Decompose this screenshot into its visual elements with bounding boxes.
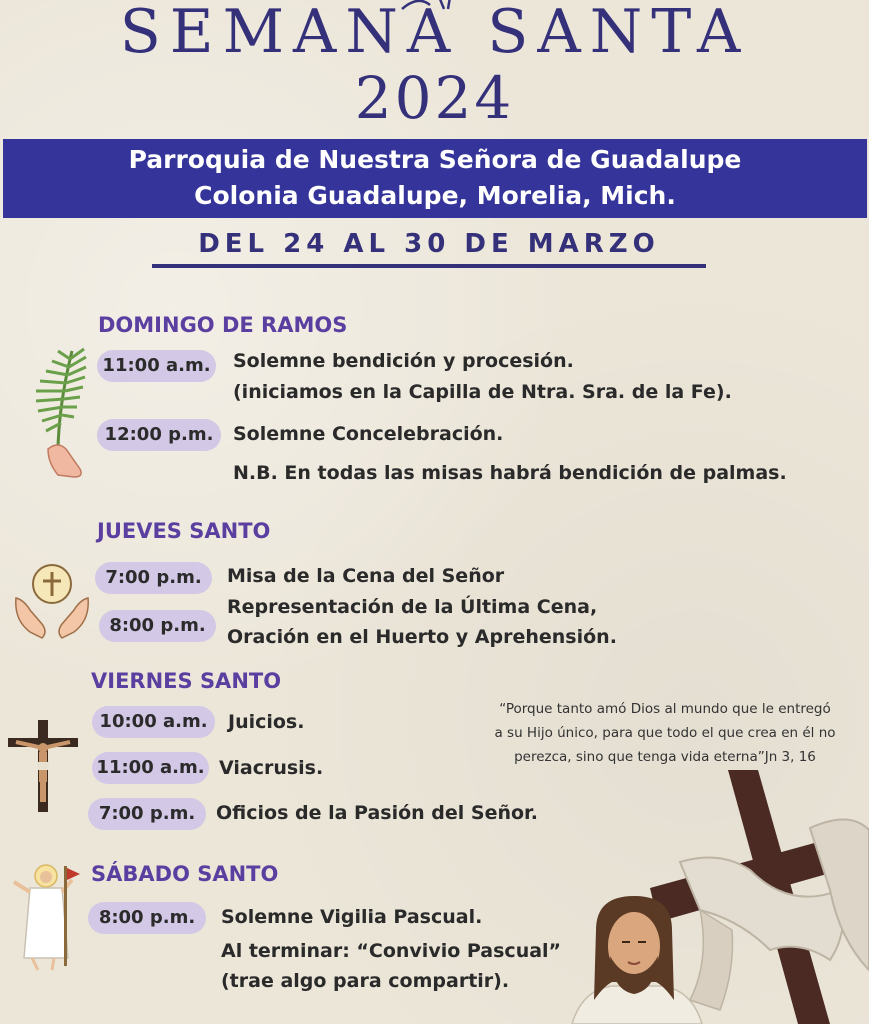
date-range: DEL 24 AL 30 DE MARZO	[152, 226, 706, 268]
sabado-desc-1b: Al terminar: “Convivio Pascual”	[221, 940, 562, 962]
crucifix-icon	[6, 718, 80, 818]
domingo-desc-1b: (iniciamos en la Capilla de Ntra. Sra. de la Fe).	[233, 381, 732, 403]
jueves-desc-2b: Oración en el Huerto y Aprehensión.	[227, 626, 617, 648]
viernes-desc-3: Oficios de la Pasión del Señor.	[216, 802, 538, 824]
viernes-title: VIERNES SANTO	[91, 669, 282, 693]
domingo-time-2: 12:00 p.m.	[97, 419, 221, 451]
jueves-desc-1: Misa de la Cena del Señor	[227, 565, 505, 587]
risen-christ-icon	[8, 862, 84, 976]
sabado-time-1: 8:00 p.m.	[88, 902, 206, 934]
jesus-portrait-icon	[552, 890, 722, 1024]
jueves-time-2: 8:00 p.m.	[99, 610, 216, 642]
domingo-note: N.B. En todas las misas habrá bendición de palmas.	[233, 462, 787, 484]
quote-line-3: perezca, sino que tenga vida eterna”Jn 3, 16	[514, 749, 816, 765]
jueves-time-1: 7:00 p.m.	[95, 562, 212, 594]
viernes-desc-2: Viacrusis.	[219, 757, 324, 779]
parish-banner	[3, 139, 867, 218]
sabado-title: SÁBADO SANTO	[91, 862, 279, 886]
poster-year: 2024	[354, 64, 515, 132]
jueves-title: JUEVES SANTO	[97, 519, 271, 543]
quote-line-2: a su Hijo único, para que todo el que crea en él no	[494, 725, 836, 741]
viernes-time-3: 7:00 p.m.	[88, 798, 206, 830]
sabado-desc-1c: (trae algo para compartir).	[221, 970, 510, 992]
viernes-desc-1: Juicios.	[228, 711, 305, 733]
domingo-desc-1a: Solemne bendición y procesión.	[233, 350, 574, 372]
poster-title: SEMANA SANTA	[119, 0, 750, 67]
viernes-time-2: 11:00 a.m.	[92, 752, 209, 784]
parish-location: Colonia Guadalupe, Morelia, Mich.	[194, 181, 676, 210]
bible-quote	[474, 697, 856, 769]
palm-branch-icon	[28, 345, 90, 484]
parish-name: Parroquia de Nuestra Señora de Guadalupe	[128, 145, 742, 174]
sabado-desc-1a: Solemne Vigilia Pascual.	[221, 906, 483, 928]
jueves-desc-2a: Representación de la Última Cena,	[227, 596, 598, 618]
domingo-time-1: 11:00 a.m.	[97, 350, 216, 382]
viernes-time-1: 10:00 a.m.	[92, 706, 215, 738]
domingo-title: DOMINGO DE RAMOS	[98, 313, 348, 337]
domingo-desc-2: Solemne Concelebración.	[233, 423, 504, 445]
eucharist-hands-icon	[12, 562, 92, 646]
quote-line-1: “Porque tanto amó Dios al mundo que le entregó	[499, 701, 831, 717]
